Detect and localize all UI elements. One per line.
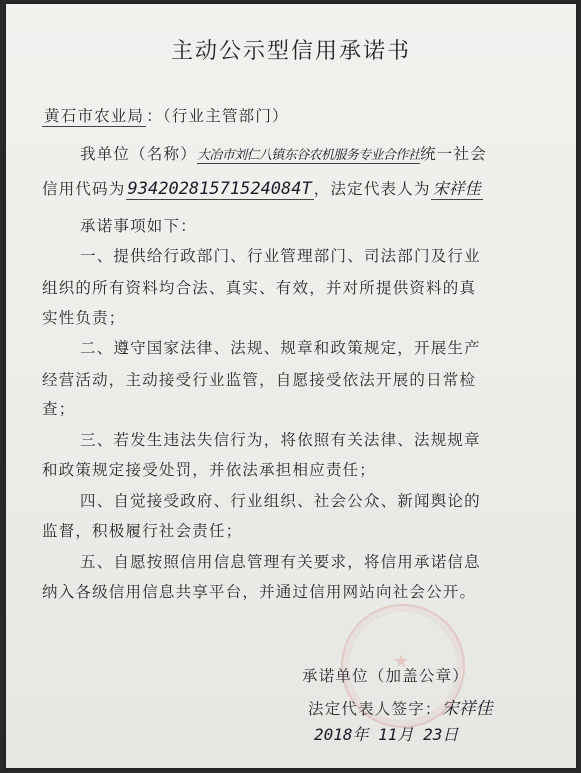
item-4-line-2: 监督，积极履行社会责任； [42,522,243,540]
credit-code-prefix: 信用代码为 [42,180,126,198]
item-1-line-2: 组织的所有资料均合法、真实、有效，并对所提供资料的真 [42,279,477,297]
document-page [6,4,576,768]
addressee-name: 黄石市农业局 [42,104,146,127]
item-5-line-1: 五、自愿按照信用信息管理有关要求，将信用承诺信息 [80,553,481,571]
addressee-line [42,104,289,127]
legal-rep-signature: 宋祥佳 [441,699,493,719]
item-2-line-2: 经营活动，主动接受行业监管，自愿接受依法开展的日常检 [42,371,477,389]
item-3-line-2: 和政策规定接受处罚，并依法承担相应责任； [42,461,377,479]
addressee-suffix: ：（行业主管部门） [146,107,289,125]
promising-unit-label: 承诺单位（加盖公章） [302,667,470,685]
unit-name-line [80,142,487,164]
document-title: 主动公示型信用承诺书 [170,39,411,64]
signing-date: 2018年 11月 23日 [314,725,459,744]
credit-code-middle: ，法定代表人为 [313,180,431,198]
legal-rep-signature-line [308,694,493,719]
legal-rep-signature-label: 法定代表人签字： [308,700,442,718]
seal-star-icon: ★ [393,651,410,672]
unit-name-suffix: 统一社会 [420,145,487,163]
legal-rep-handwritten: 宋祥佳 [431,176,483,200]
item-1-line-1: 一、提供给行政部门、行业管理部门、司法部门及行业 [80,247,481,265]
item-5-line-2: 纳入各级信用信息共享平台，并通过信用网站向社会公开。 [42,583,477,601]
unit-name-prefix: 我单位（名称） [80,145,197,163]
intro-line: 承诺事项如下： [80,217,197,235]
unit-name-handwritten: 大冶市刘仁八镇东谷农机服务专业合作社 [197,144,420,164]
credit-code-handwritten: 93420281571524084T [127,179,312,199]
item-4-line-1: 四、自觉接受政府、行业组织、社会公众、新闻舆论的 [80,492,481,510]
item-2-line-3: 查； [42,400,76,418]
item-3-line-1: 三、若发生违法失信行为，将依照有关法律、法规规章 [80,431,481,449]
item-2-line-1: 二、遵守国家法律、法规、规章和政策规定，开展生产 [80,339,481,357]
credit-code-line [42,176,483,200]
item-1-line-3: 实性负责； [42,309,126,327]
